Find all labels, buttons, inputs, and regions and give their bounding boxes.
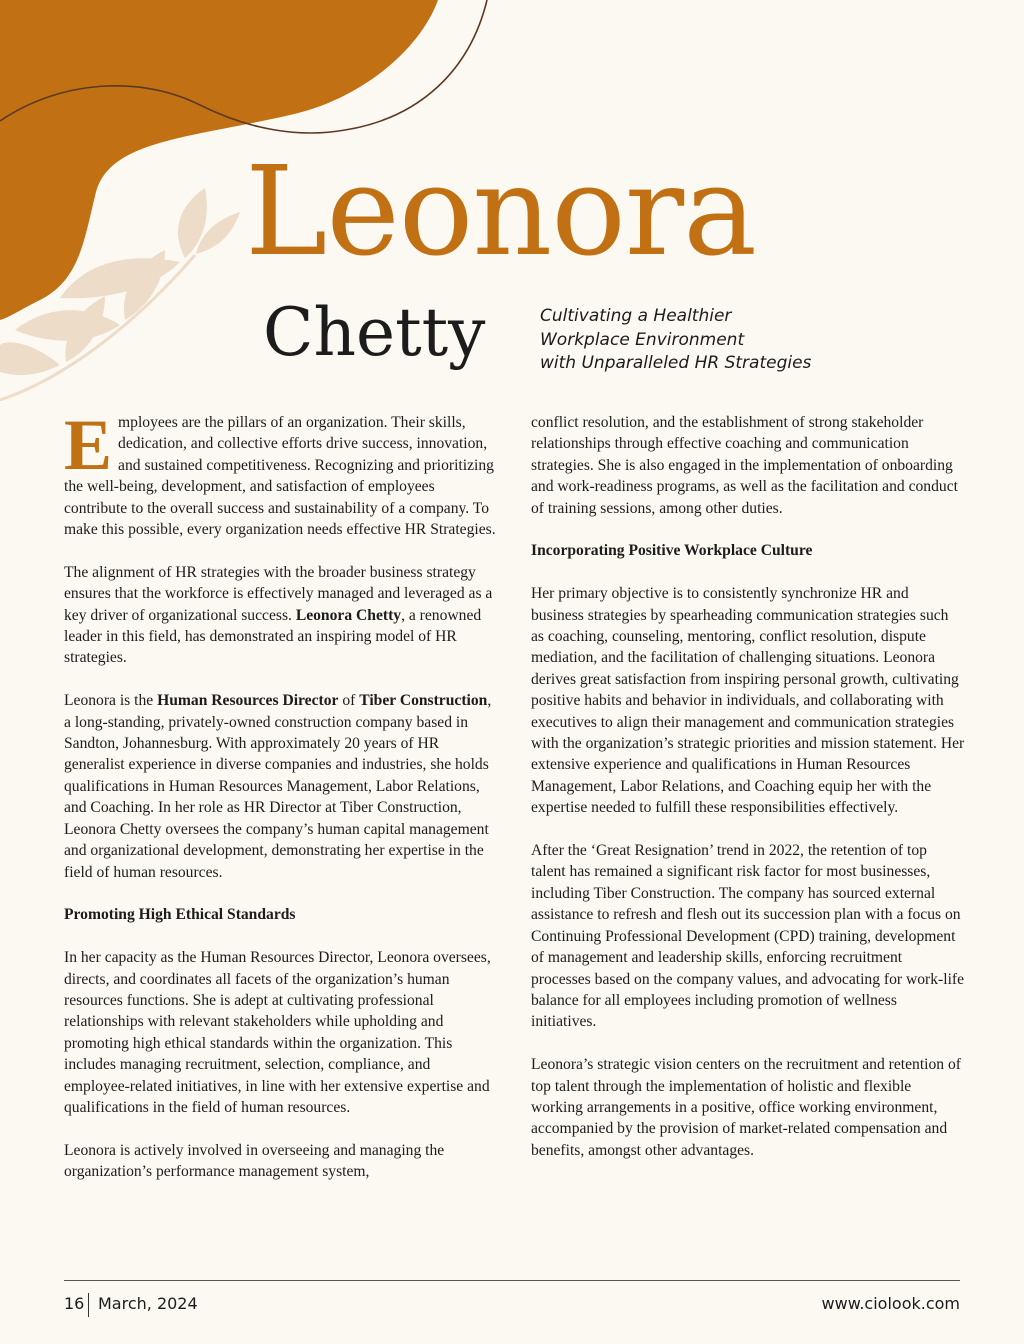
subtitle-line: Workplace Environment: [540, 329, 745, 350]
subtitle: [540, 305, 811, 376]
subtitle-line: Cultivating a Healthier: [540, 306, 732, 326]
section-heading: Incorporating Positive Workplace Culture: [531, 542, 813, 560]
footer-divider: [64, 1280, 960, 1281]
article-paragraph: [64, 562, 496, 669]
footer-separator: [88, 1293, 89, 1317]
subtitle-line: with Unparalleled HR Strategies: [540, 353, 812, 373]
section-heading: Promoting High Ethical Standards: [64, 906, 296, 924]
website-link[interactable]: www.ciolook.com: [821, 1294, 960, 1313]
article-paragraph: [64, 405, 496, 540]
page-number: 16: [64, 1294, 85, 1313]
company-name: Tiber Construction: [359, 692, 488, 710]
article-paragraph: After the ‘Great Resignation’ trend in 2022, the retention of top talent has remained a significant risk factor for most businesses, including Tiber Construction. The company has sourced external assistance to refresh and flesh out its succession plan with a focus on Continuing Professional Development (CPD) training, development of management and leadership skills, enforcing recruitment processes based on the company values, and advocating for work-life balance for all employees including promotion of wellness initiatives.: [531, 842, 965, 1031]
paragraph-text: mployees are the pillars of an organization. Their skills, dedication, and collective efforts drive success, innovation, and sustained competitiveness. Recognizing and prioritizing the well-being, development, and satisfaction of employees contribute to the overall success and sustainability of a company. To make this possible, every organization needs effective HR Strategies.: [64, 414, 496, 539]
article-paragraph: Her primary objective is to consistently synchronize HR and business strategies by spearheading communication strategies such as coaching, counseling, mentoring, conflict resolution, dispute mediation, and the facilitation of challenging situations. Leonora derives great satisfaction from inspiring personal growth, cultivating positive habits and behavior in individuals, and collaborating with executives to align their management and communication strategies with the organization’s strategic priorities and mission statement. Her extensive experience and qualifications in Human Resources Management, Labor Relations, and Coaching equip her with the expertise needed to fulfill these responsibilities effectively.: [531, 585, 965, 817]
drop-cap: E: [64, 405, 113, 485]
article-column-right: [531, 412, 965, 1183]
article-paragraph: [64, 690, 496, 883]
person-name: Leonora Chetty: [295, 606, 402, 624]
article-paragraph: Leonora is actively involved in overseeing and managing the organization’s performance management system,: [64, 1141, 445, 1181]
issue-date: March, 2024: [98, 1294, 198, 1313]
article-column-left: [64, 405, 496, 1204]
paragraph-text: , a long-standing, privately-owned construction company based in Sandton, Johannesburg. With approximately 20 years of HR generalist experience in diverse companies and industries, she holds qualifications in Human Resources Management, Labor Relations, and Coaching. In her role as HR Director at Tiber Construction, Leonora Chetty oversees the company’s human capital management and organizational development, demonstrating her expertise in the field of human resources.: [64, 692, 492, 881]
title-first-name: Leonora: [245, 140, 757, 284]
title-last-name: Chetty: [263, 294, 486, 371]
article-paragraph: Leonora’s strategic vision centers on the recruitment and retention of top talent through the implementation of holistic and flexible working arrangements in a positive, office working environment, accompanied by the provision of market-related compensation and benefits, amongst other advantages.: [531, 1056, 961, 1159]
paragraph-text: Leonora is the: [64, 692, 158, 710]
article-paragraph: In her capacity as the Human Resources Director, Leonora oversees, directs, and coordinates all facets of the organization’s human resources functions. She is adept at cultivating professional relationships with relevant stakeholders while upholding and promoting high ethical standards within the organization. This includes managing recruitment, selection, compliance, and employee-related initiatives, in line with her extensive expertise and qualifications in the field of human resources.: [64, 949, 491, 1116]
paragraph-text: of: [338, 692, 360, 710]
job-title: Human Resources Director: [157, 692, 339, 710]
article-paragraph: conflict resolution, and the establishment of strong stakeholder relationships through effective coaching and communication strategies. She is also engaged in the implementation of onboarding and work-readiness programs, as well as the facilitation and conduct of training sessions, among other duties.: [531, 414, 958, 517]
paragraph-text: , a renowned leader in this field, has demonstrated an inspiring model of HR strategies.: [64, 606, 482, 667]
paragraph-text: The alignment of HR strategies with the broader business strategy ensures that the workforce is effectively managed and leveraged as a key driver of organizational success.: [64, 563, 493, 624]
